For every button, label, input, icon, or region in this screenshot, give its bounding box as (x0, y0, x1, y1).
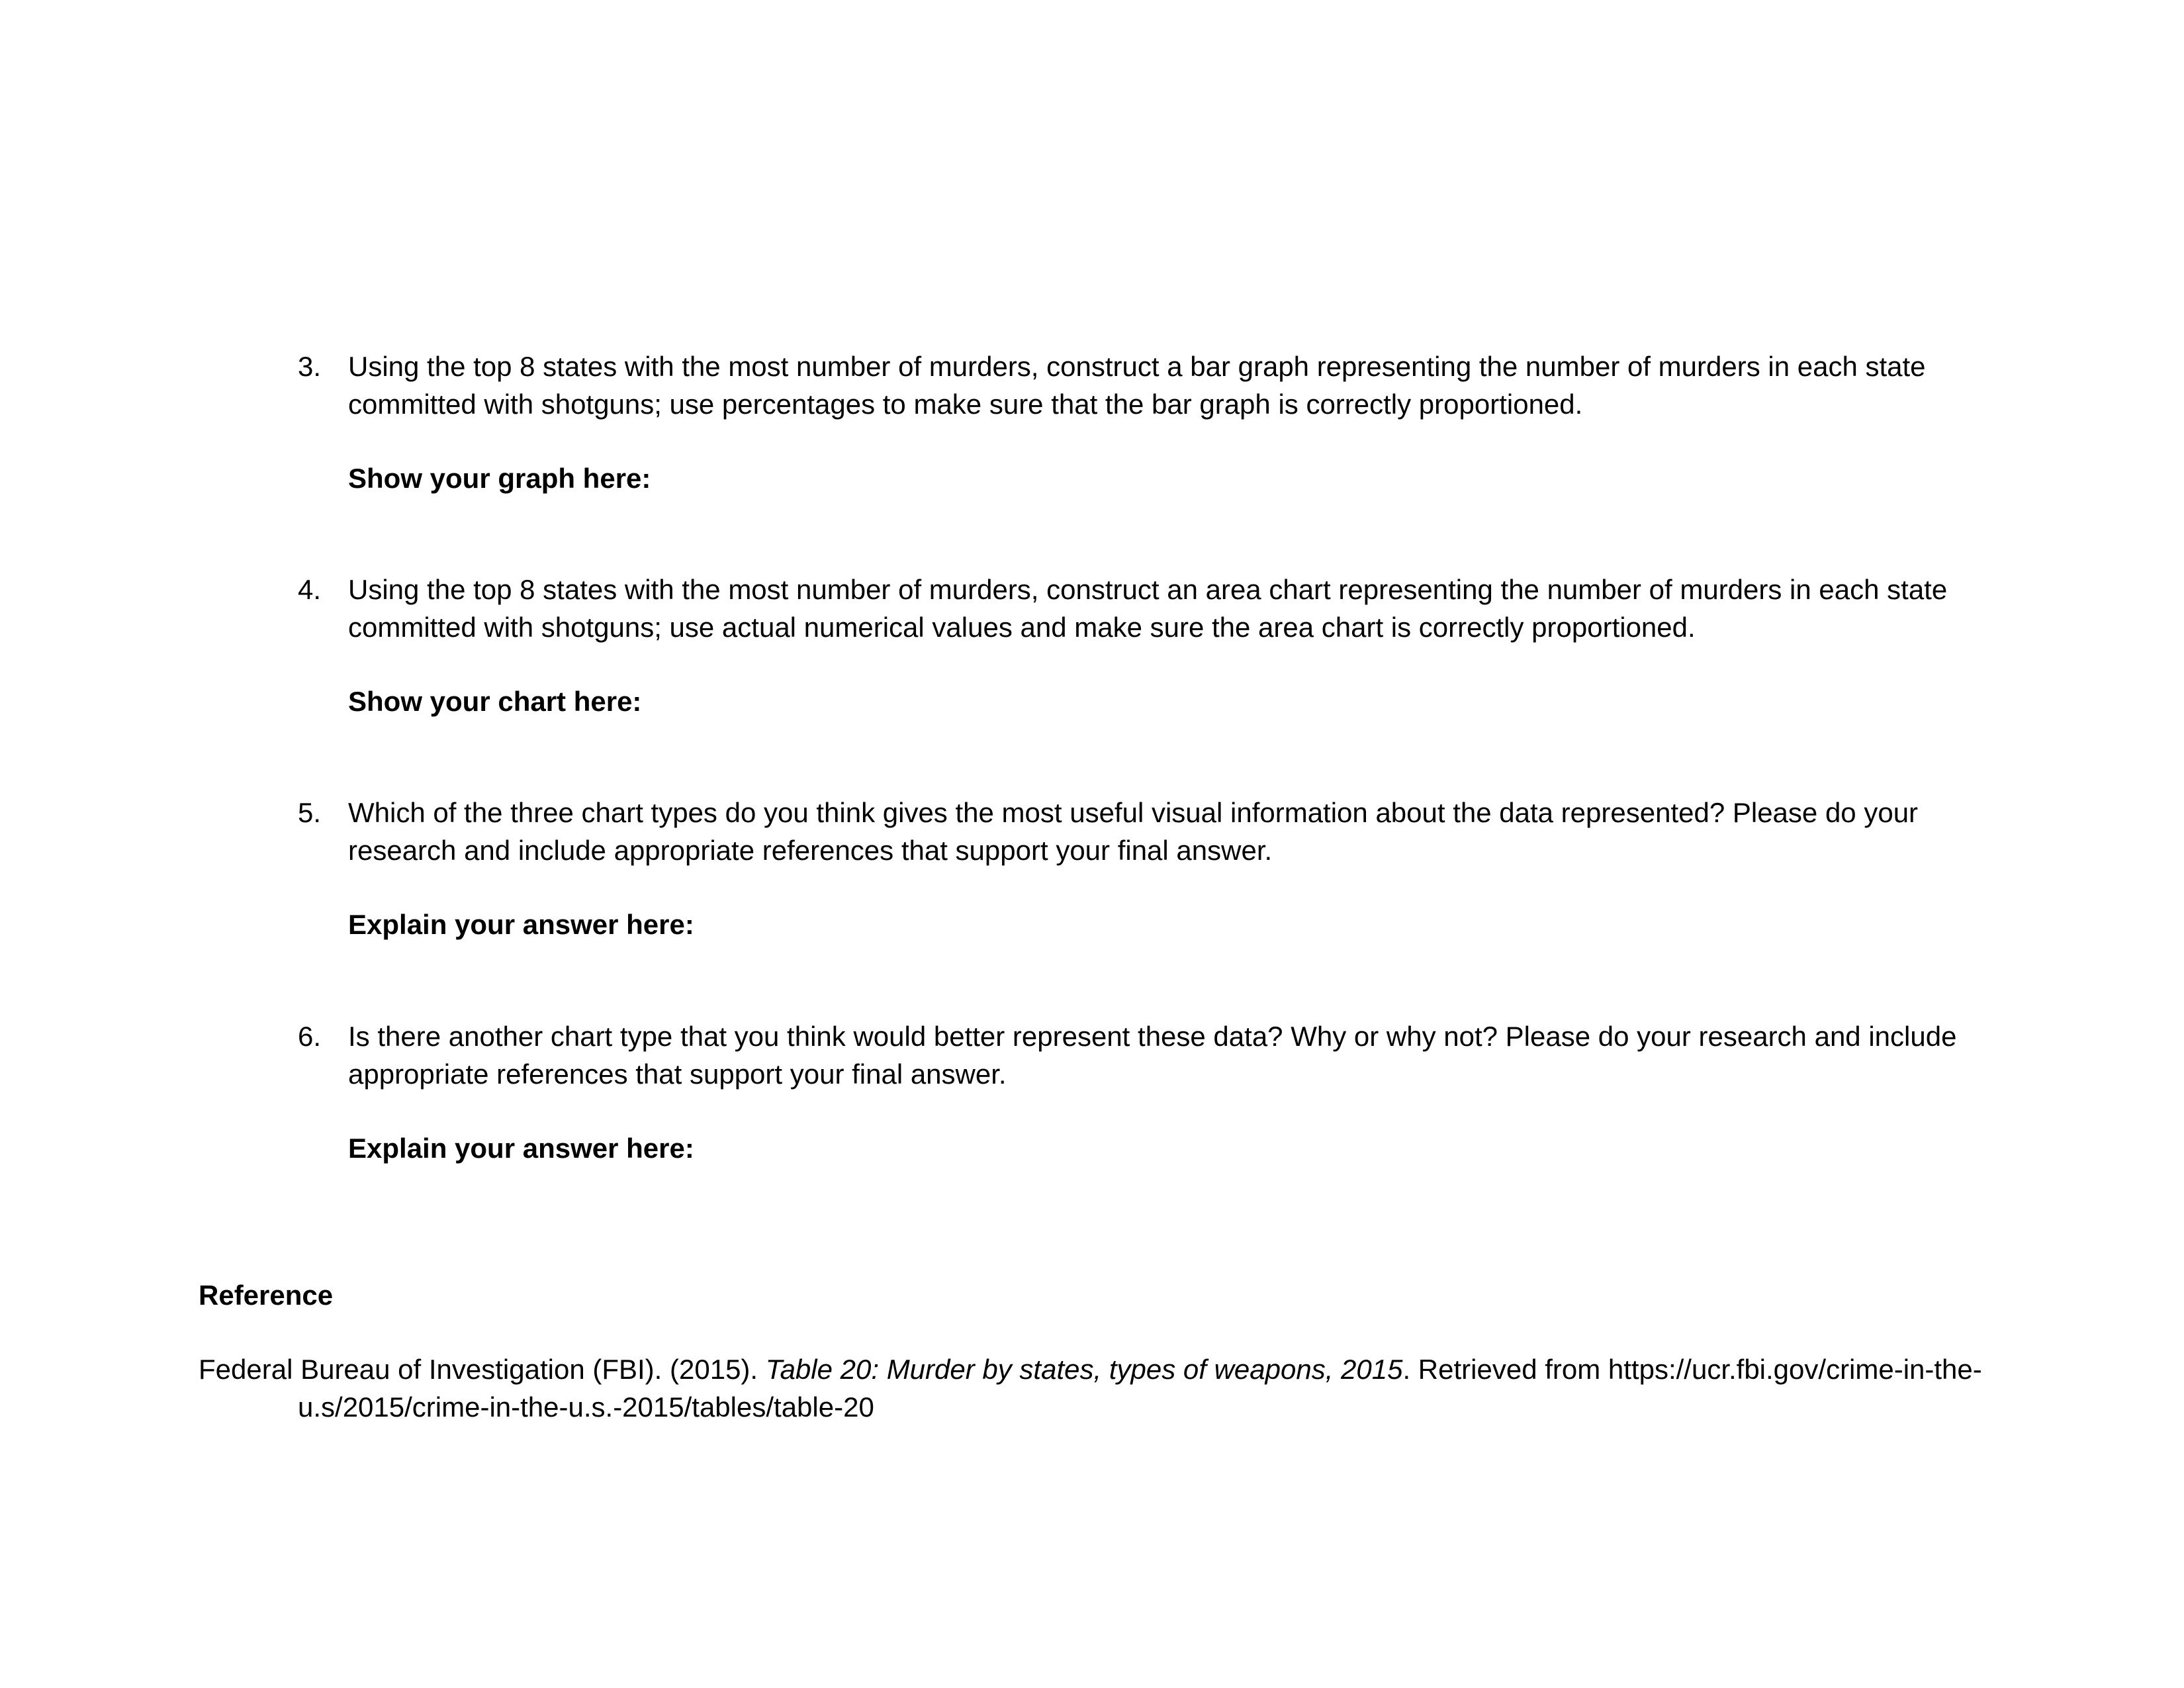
question-text: Using the top 8 states with the most number of murders, construct a bar graph representing the number of murders in each state committed with shotguns; use percentages to make sure that the bar graph is correctly proportioned. (348, 351, 1926, 420)
question-text: Which of the three chart types do you think gives the most useful visual information about the data represented? Please do your research and include appropriate references that support your final answer. (348, 797, 1919, 866)
answer-prompt: Show your chart here: (348, 686, 642, 717)
question-6 (298, 1017, 2019, 1167)
question-5 (298, 794, 2019, 943)
question-4 (298, 571, 2019, 720)
answer-prompt: Explain your answer here: (348, 909, 694, 940)
question-number: 3. (298, 351, 322, 382)
question-text: Using the top 8 states with the most number of murders, construct an area chart representing the number of murders in each state committed with shotguns; use actual numerical values and make sure the area chart is correctly proportioned. (348, 574, 1948, 643)
question-3 (298, 348, 2019, 497)
question-number: 6. (298, 1021, 322, 1052)
answer-prompt: Explain your answer here: (348, 1133, 694, 1164)
question-number: 4. (298, 574, 322, 605)
answer-prompt: Show your graph here: (348, 463, 651, 494)
reference-entry (199, 1350, 1985, 1426)
reference-retrieved: . Retrieved from https://ucr.fbi.gov/crime-in-the-u.s/2015/crime-in-the-u.s.-2015/tables/table-20 (298, 1354, 1982, 1423)
reference-title: Table 20: Murder by states, types of weapons, 2015 (765, 1354, 1403, 1385)
question-text: Is there another chart type that you think would better represent these data? Why or why not? Please do your research and include appropriate references that support your final answer. (348, 1021, 1957, 1090)
reference-author-year: Federal Bureau of Investigation (FBI). (2015). (199, 1354, 766, 1385)
reference-heading: Reference (199, 1280, 334, 1311)
question-number: 5. (298, 797, 322, 828)
